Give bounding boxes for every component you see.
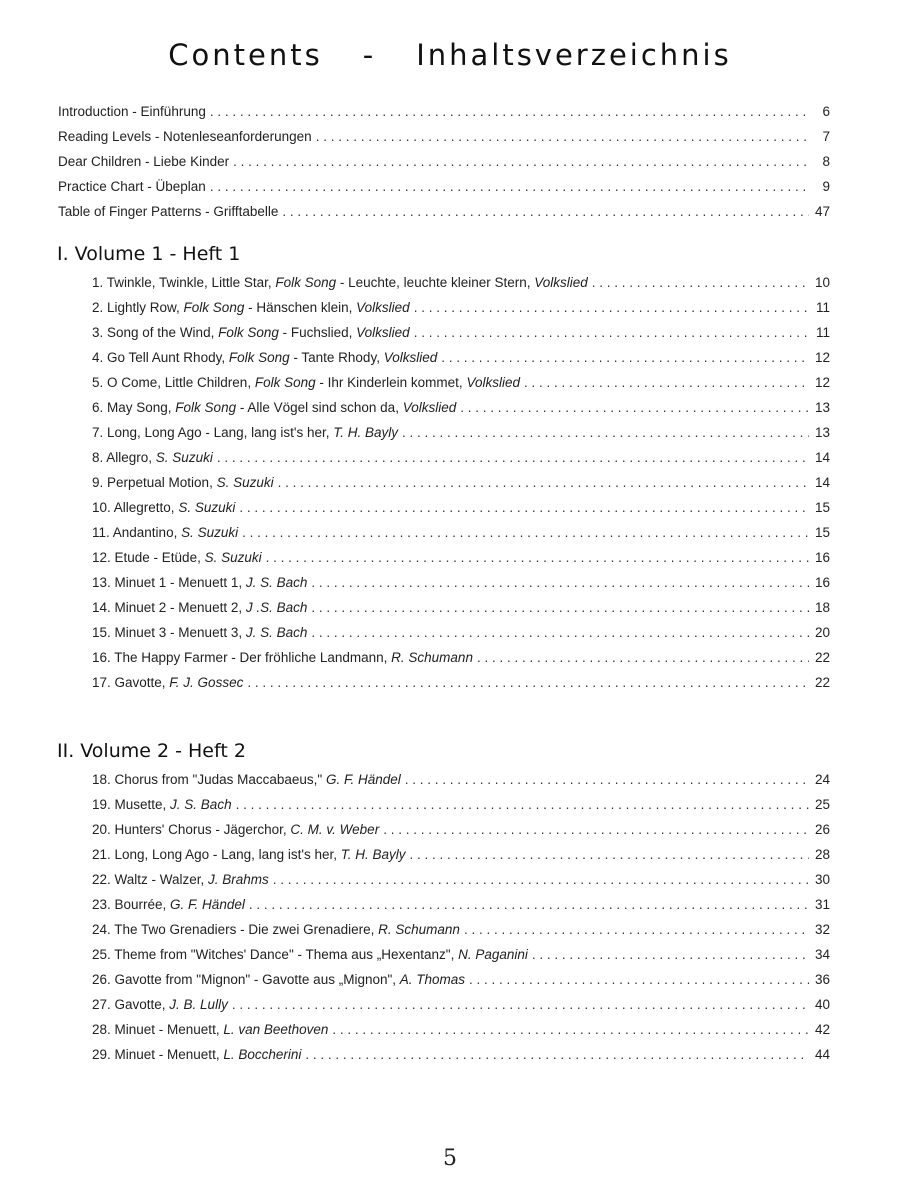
toc-entry-12[interactable]: 12. Etude - Etüde, S. Suzuki . . . 16 (92, 549, 830, 567)
toc-entry-18[interactable]: 18. Chorus from "Judas Maccabaeus," G. F. Händel . . . 24 (92, 771, 830, 789)
toc-entry-10[interactable]: 10. Allegretto, S. Suzuki . . . 15 (92, 499, 830, 517)
volume-1-heading: I. Volume 1 - Heft 1 (57, 243, 241, 265)
toc-entry-14[interactable]: 14. Minuet 2 - Menuett 2, J .S. Bach . . . 18 (92, 599, 830, 617)
toc-entry-8[interactable]: 8. Allegro, S. Suzuki . . . 14 (92, 449, 830, 467)
toc-entry-21[interactable]: 21. Long, Long Ago - Lang, lang ist's her, T. H. Bayly . . . 28 (92, 846, 830, 864)
toc-entry-dear-children[interactable]: Dear Children - Liebe Kinder . . . 8 (58, 153, 830, 171)
toc-entry-19[interactable]: 19. Musette, J. S. Bach . . . 25 (92, 796, 830, 814)
toc-entry-25[interactable]: 25. Theme from "Witches' Dance" - Thema aus „Hexentanz", N. Paganini . . . 34 (92, 946, 830, 964)
toc-entry-16[interactable]: 16. The Happy Farmer - Der fröhliche Landmann, R. Schumann . . . 22 (92, 649, 830, 667)
toc-entry-6[interactable]: 6. May Song, Folk Song - Alle Vögel sind schon da, Volkslied . . . 13 (92, 399, 830, 417)
toc-entry-2[interactable]: 2. Lightly Row, Folk Song - Hänschen klein, Volkslied . . . 11 (92, 299, 830, 317)
toc-entry-3[interactable]: 3. Song of the Wind, Folk Song - Fuchslied, Volkslied . . . 11 (92, 324, 830, 342)
toc-entry-24[interactable]: 24. The Two Grenadiers - Die zwei Grenadiere, R. Schumann . . . 32 (92, 921, 830, 939)
toc-entry-4[interactable]: 4. Go Tell Aunt Rhody, Folk Song - Tante Rhody, Volkslied . . . 12 (92, 349, 830, 367)
toc-entry-finger-patterns[interactable]: Table of Finger Patterns - Grifftabelle . . . 47 (58, 203, 830, 221)
toc-entry-practice-chart[interactable]: Practice Chart - Übeplan . . . 9 (58, 178, 830, 196)
toc-entry-introduction[interactable]: Introduction - Einführung . . . 6 (58, 103, 830, 121)
toc-entry-17[interactable]: 17. Gavotte, F. J. Gossec . . . 22 (92, 674, 830, 692)
toc-entry-26[interactable]: 26. Gavotte from "Mignon" - Gavotte aus „Mignon", A. Thomas . . . 36 (92, 971, 830, 989)
toc-entry-20[interactable]: 20. Hunters' Chorus - Jägerchor, C. M. v. Weber . . . 26 (92, 821, 830, 839)
toc-entry-reading-levels[interactable]: Reading Levels - Notenleseanforderungen . . . 7 (58, 128, 830, 146)
toc-entry-28[interactable]: 28. Minuet - Menuett, L. van Beethoven . . . 42 (92, 1021, 830, 1039)
toc-entry-9[interactable]: 9. Perpetual Motion, S. Suzuki . . . 14 (92, 474, 830, 492)
toc-entry-15[interactable]: 15. Minuet 3 - Menuett 3, J. S. Bach . . . 20 (92, 624, 830, 642)
title-german: Inhaltsverzeichnis (416, 38, 732, 72)
title-english: Contents (168, 38, 323, 72)
toc-entry-23[interactable]: 23. Bourrée, G. F. Händel . . . 31 (92, 896, 830, 914)
toc-entry-27[interactable]: 27. Gavotte, J. B. Lully . . . 40 (92, 996, 830, 1014)
toc-entry-1[interactable]: 1. Twinkle, Twinkle, Little Star, Folk Song - Leuchte, leuchte kleiner Stern, Volkslied . . . 10 (92, 274, 830, 292)
toc-entry-11[interactable]: 11. Andantino, S. Suzuki . . . 15 (92, 524, 830, 542)
page-title (0, 38, 900, 72)
toc-entry-7[interactable]: 7. Long, Long Ago - Lang, lang ist's her, T. H. Bayly . . . 13 (92, 424, 830, 442)
toc-entry-29[interactable]: 29. Minuet - Menuett, L. Boccherini . . . 44 (92, 1046, 830, 1064)
toc-entry-22[interactable]: 22. Waltz - Walzer, J. Brahms . . . 30 (92, 871, 830, 889)
toc-entry-13[interactable]: 13. Minuet 1 - Menuett 1, J. S. Bach . . . 16 (92, 574, 830, 592)
volume-2-heading: II. Volume 2 - Heft 2 (57, 740, 246, 762)
title-dash: - (362, 38, 377, 72)
toc-entry-5[interactable]: 5. O Come, Little Children, Folk Song - Ihr Kinderlein kommet, Volkslied . . . 12 (92, 374, 830, 392)
page-number: 5 (443, 1146, 457, 1171)
